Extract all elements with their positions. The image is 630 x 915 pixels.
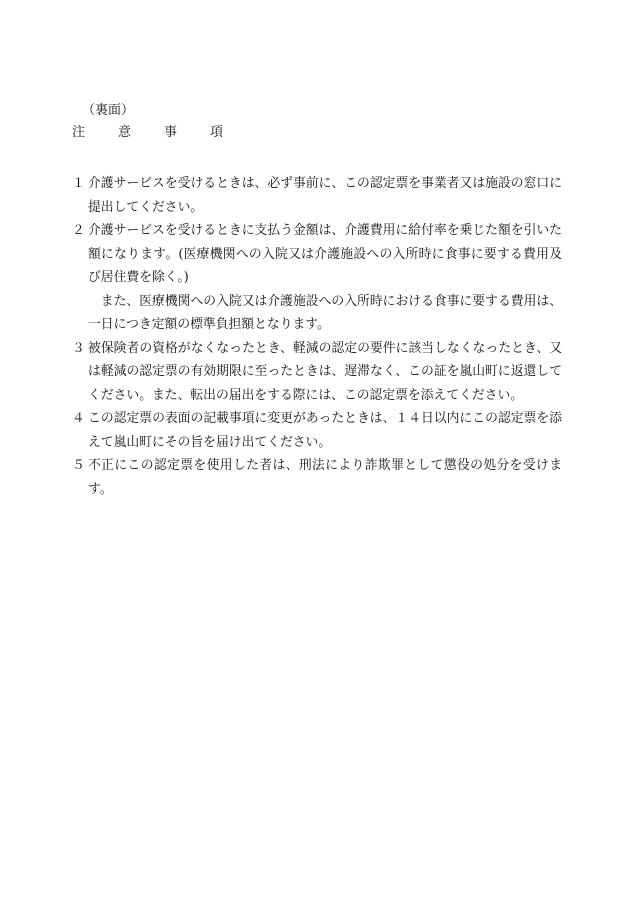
note-text: この認定票の表面の記載事項に変更があったときは、１４日以内にこの認定票を添えて嵐山町にその旨を届け出てください。	[88, 411, 562, 450]
section-title: 注 意 事 項	[72, 125, 234, 140]
note-number: １	[72, 176, 85, 191]
note-item-5	[72, 454, 562, 501]
note-number: ３	[72, 340, 85, 356]
note-text: 介護サービスを受けるときに支払う金額は、介護費用に給付率を乗じた額を引いた額になります。(医療機関への入院又は介護施設への入所時に食事に要する費用及び居住費を除く。)	[88, 223, 562, 285]
note-text: 被保険者の資格がなくなったとき、軽減の認定の要件に該当しなくなったとき、又は軽減の認定票の有効期限に至ったときは、遅滞なく、この証を嵐山町に返還してください。また、転出の届出をする際には、この認定票を添えてください。	[88, 340, 562, 403]
note-number: ５	[72, 458, 85, 473]
reverse-side-label: （裏面）	[82, 103, 135, 118]
note-item-2	[72, 219, 562, 337]
note-extra-paragraph: また、医療機関への入院又は介護施設への入所時における食事に要する費用は、一日につき定額の標準負担額となります。	[88, 293, 562, 332]
note-item-4	[72, 407, 562, 454]
note-number: ４	[72, 411, 85, 426]
note-item-3	[72, 337, 562, 408]
note-text: 不正にこの認定票を使用した者は、刑法により詐欺罪として懲役の処分を受けます。	[88, 458, 562, 497]
note-number: ２	[72, 223, 85, 238]
notes-list	[72, 172, 562, 501]
note-text: 介護サービスを受けるときは、必ず事前に、この認定票を事業者又は施設の窓口に提出してください。	[88, 176, 562, 215]
note-item-1	[72, 172, 562, 219]
